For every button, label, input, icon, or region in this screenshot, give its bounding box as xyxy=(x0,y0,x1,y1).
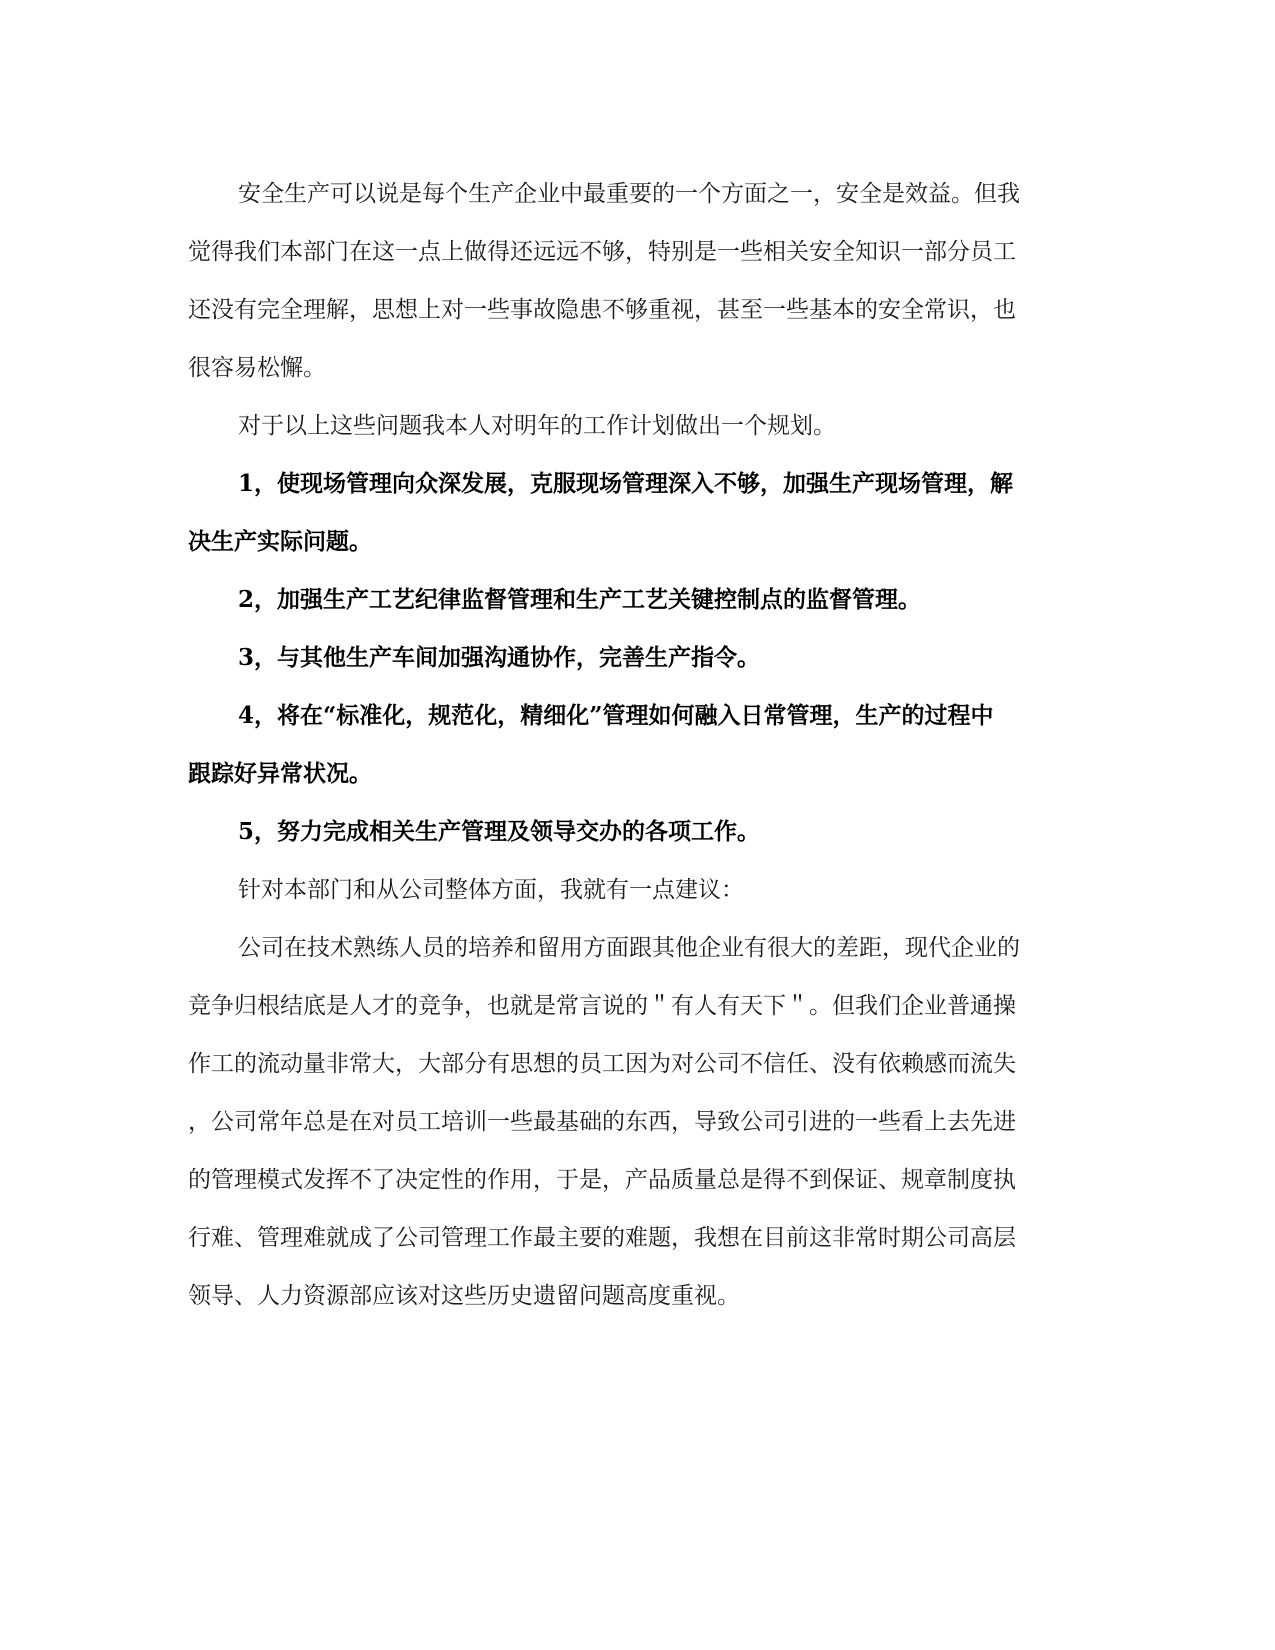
text-line: 2，加强生产工艺纪律监督管理和生产工艺关键控制点的监督管理。 xyxy=(238,586,922,613)
text-line: 对于以上这些问题我本人对明年的工作计划做出一个规划。 xyxy=(238,413,836,439)
text-line: 针对本部门和从公司整体方面，我就有一点建议： xyxy=(238,877,744,903)
document-page xyxy=(188,165,1088,1325)
text-line: 行难、管理难就成了公司管理工作最主要的难题，我想在目前这非常时期公司高层 xyxy=(188,1225,1016,1251)
plan-item-1 xyxy=(188,455,1088,571)
text-line: 跟踪好异常状况。 xyxy=(188,760,372,787)
text-line: 领导、人力资源部应该对这些历史遗留问题高度重视。 xyxy=(188,1283,740,1309)
text-line: 决生产实际问题。 xyxy=(188,528,372,555)
text-line: 1，使现场管理向众深发展，克服现场管理深入不够，加强生产现场管理，解 xyxy=(238,470,1014,497)
plan-item-5 xyxy=(188,803,1088,861)
paragraph-safety xyxy=(188,165,1088,397)
text-line: 作工的流动量非常大，大部分有思想的员工因为对公司不信任、没有依赖感而流失 xyxy=(188,1051,1016,1077)
text-line: 安全生产可以说是每个生产企业中最重要的一个方面之一，安全是效益。但我 xyxy=(238,181,1020,207)
text-line: 觉得我们本部门在这一点上做得还远远不够，特别是一些相关安全知识一部分员工 xyxy=(188,239,1016,265)
paragraph-suggestion xyxy=(188,919,1088,1325)
text-line: 的管理模式发挥不了决定性的作用，于是，产品质量总是得不到保证、规章制度执 xyxy=(188,1167,1016,1193)
text-line: 很容易松懈。 xyxy=(188,355,326,381)
paragraph-plan-intro xyxy=(188,397,1088,455)
text-line: 4，将在“标准化，规范化，精细化”管理如何融入日常管理，生产的过程中 xyxy=(238,702,994,729)
text-line: 3，与其他生产车间加强沟通协作，完善生产指令。 xyxy=(238,644,761,671)
plan-item-3 xyxy=(188,629,1088,687)
text-line: 竞争归根结底是人才的竞争，也就是常言说的＂有人有天下＂。但我们企业普通操 xyxy=(188,993,1016,1019)
plan-item-4 xyxy=(188,687,1088,803)
text-line: 5，努力完成相关生产管理及领导交办的各项工作。 xyxy=(238,818,761,845)
paragraph-suggestion-intro xyxy=(188,861,1088,919)
text-line: 公司在技术熟练人员的培养和留用方面跟其他企业有很大的差距，现代企业的 xyxy=(238,935,1020,961)
plan-item-2 xyxy=(188,571,1088,629)
text-line: ，公司常年总是在对员工培训一些最基础的东西，导致公司引进的一些看上去先进 xyxy=(188,1109,1016,1135)
text-line: 还没有完全理解，思想上对一些事故隐患不够重视，甚至一些基本的安全常识，也 xyxy=(188,297,1016,323)
